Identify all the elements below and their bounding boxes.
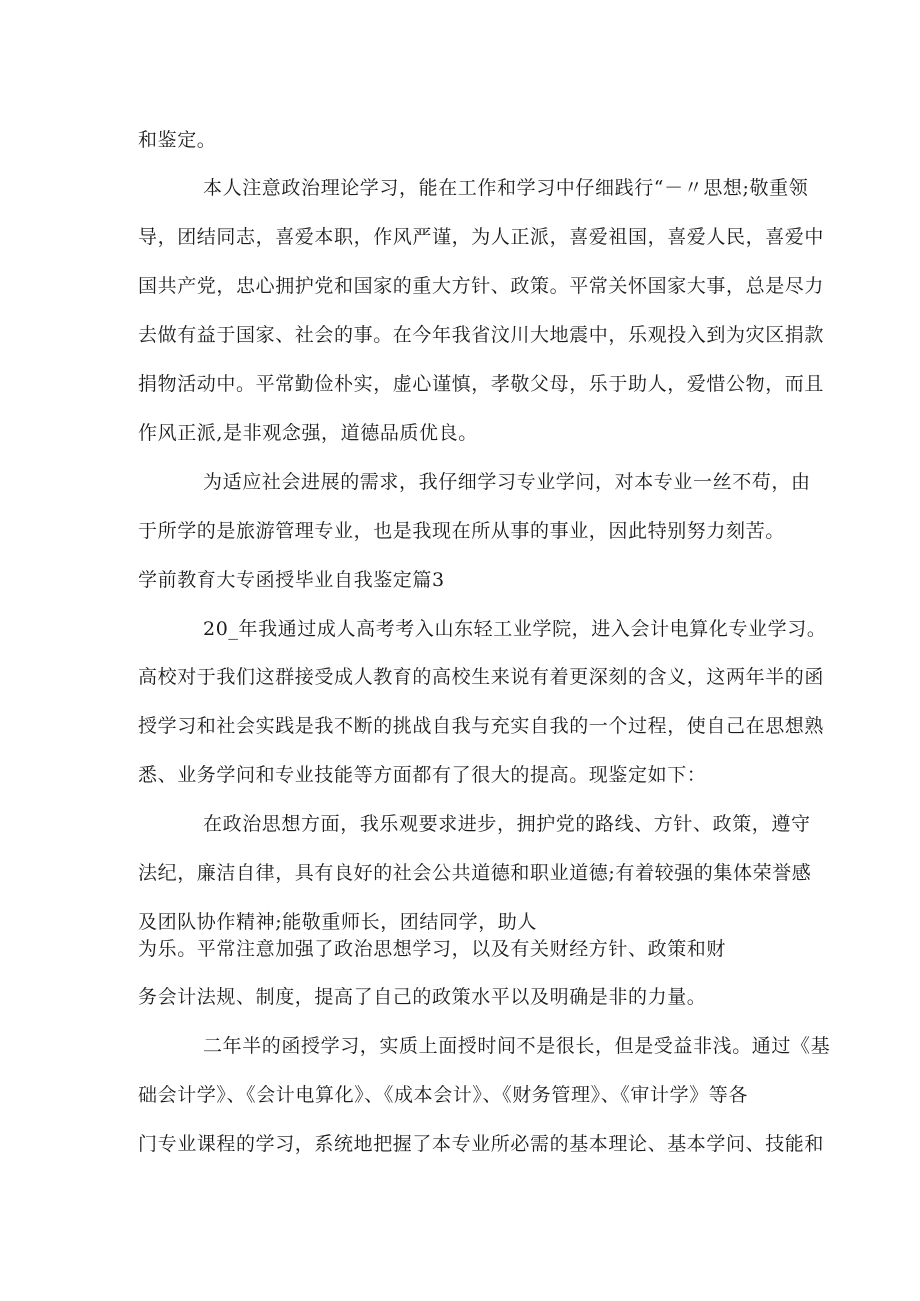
paragraph-first-line: 二年半的函授学习，实质上面授时间不是很长，但是受益非浅。通过《基 [203, 1035, 831, 1057]
text-line: 授学习和社会实践是我不断的挑战自我与充实自我的一个过程，使自己在思想熟 [138, 715, 825, 737]
paragraph-first-line: 本人注意政治理论学习，能在工作和学习中仔细践行“－〃思想;敬重领 [203, 177, 809, 199]
paragraph-first-line: 20_年我通过成人高考考入山东轻工业学院，进入会计电算化专业学习。 [203, 618, 827, 640]
paragraph-first-line: 为适应社会进展的需求，我仔细学习专业学问，对本专业一丝不苟，由 [203, 471, 811, 493]
text-line: 法纪，廉洁自律，具有良好的社会公共道德和职业道德;有着较强的集体荣誉感 [138, 862, 812, 884]
text-line: 悉、业务学问和专业技能等方面都有了很大的提高。现鉴定如下： [138, 764, 707, 786]
text-line: 高校对于我们这群接受成人教育的高校生来说有着更深刻的含义，这两年半的函 [138, 666, 825, 688]
text-line: 为乐。平常注意加强了政治思想学习，以及有关财经方针、政策和财 [138, 938, 727, 960]
text-line: 门专业课程的学习，系统地把握了本专业所必需的基本理论、基本学问、技能和 [138, 1133, 825, 1155]
section-heading: 学前教育大专函授毕业自我鉴定篇3 [138, 569, 445, 591]
text-line: 和鉴定。 [138, 129, 217, 151]
text-line: 务会计法规、制度，提高了自己的政策水平以及明确是非的力量。 [138, 986, 707, 1008]
text-line: 于所学的是旅游管理专业，也是我现在所从事的事业，因此特别努力刻苦。 [138, 520, 785, 542]
text-line: 础会计学》、《会计电算化》、《成本会计》、《财务管理》、《审计学》等各 [138, 1084, 749, 1106]
text-line: 作风正派,是非观念强，道德品质优良。 [138, 422, 478, 444]
text-line: 导，团结同志，喜爱本职，作风严谨，为人正派，喜爱祖国，喜爱人民，喜爱中 [138, 226, 825, 248]
text-line: 及团队协作精神;能敬重师长，团结同学，助人 [138, 911, 538, 933]
text-line: 去做有益于国家、社会的事。在今年我省汶川大地震中，乐观投入到为灾区捐款 [138, 324, 825, 346]
text-line: 国共产党，忠心拥护党和国家的重大方针、政策。平常关怀国家大事，总是尽力 [138, 275, 825, 297]
text-line: 捐物活动中。平常勤俭朴实，虚心谨慎，孝敬父母，乐于助人，爱惜公物，而且 [138, 373, 825, 395]
paragraph-first-line: 在政治思想方面，我乐观要求进步，拥护党的路线、方针、政策，遵守 [203, 813, 811, 835]
